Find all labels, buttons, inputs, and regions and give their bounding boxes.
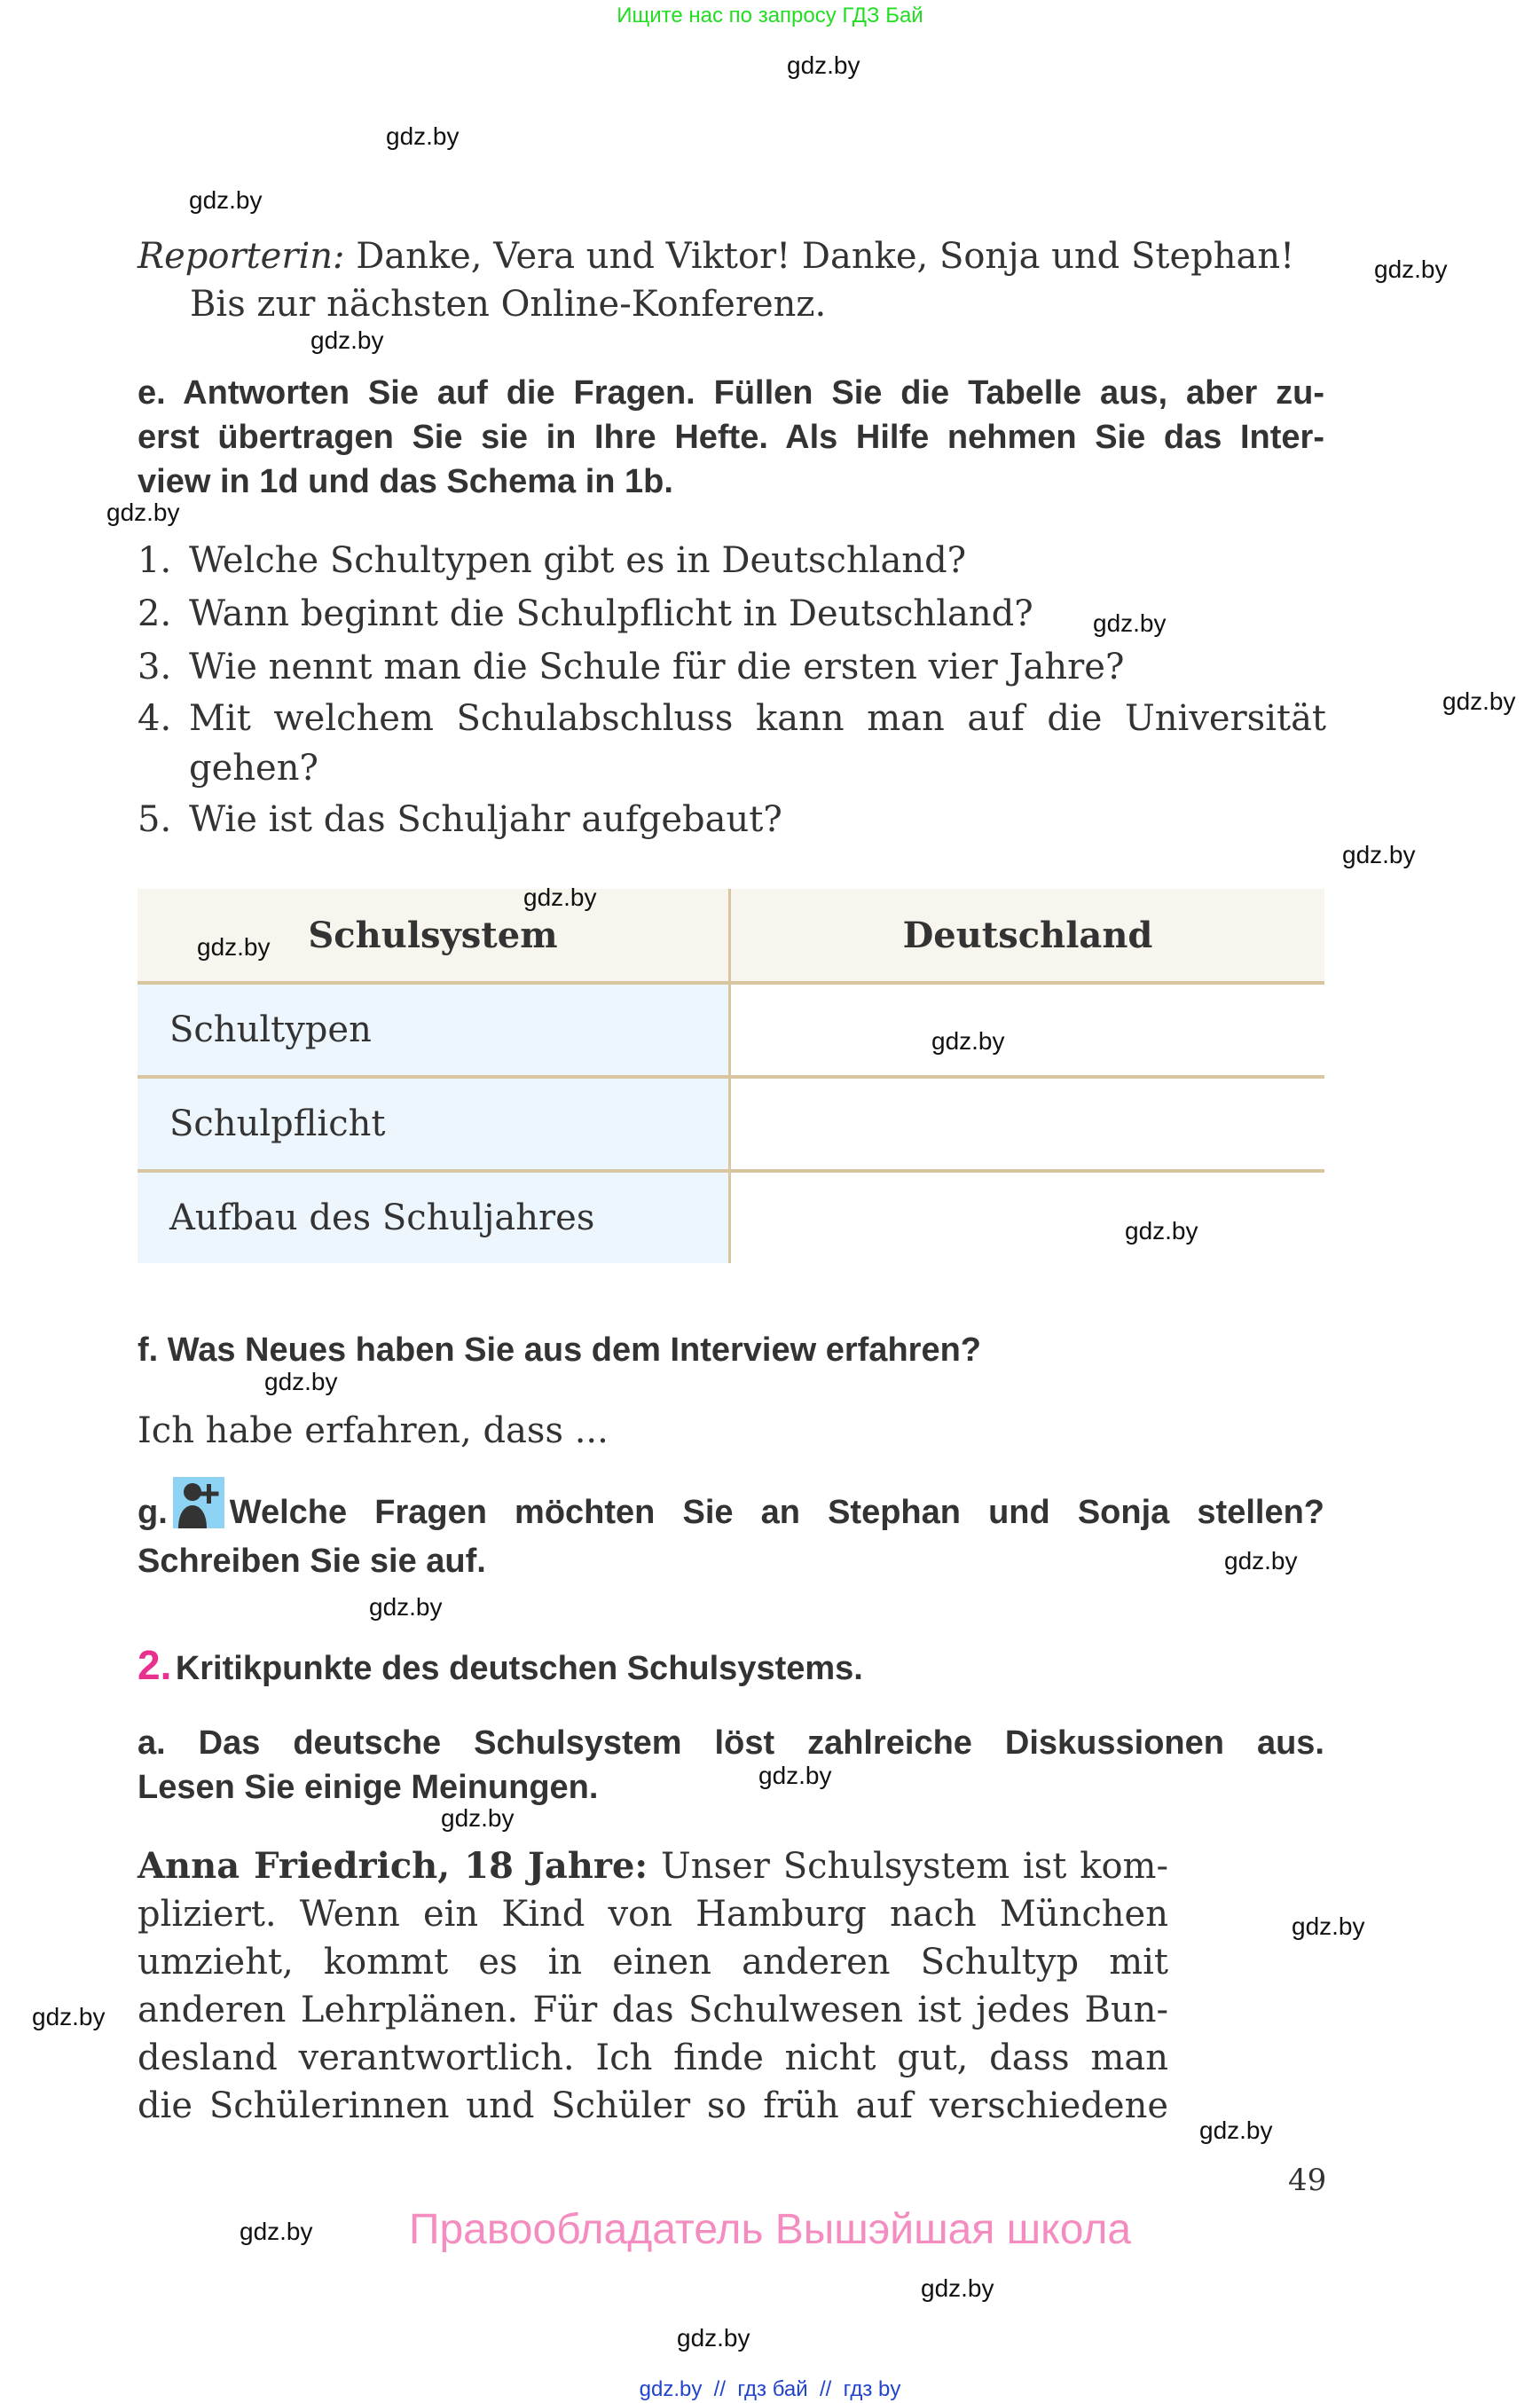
watermark: gdz.by (310, 326, 384, 354)
opinion-anna (138, 1842, 1168, 2130)
watermark: gdz.by (758, 1762, 832, 1789)
opinion-line: desland verantwortlich. Ich finde nicht gut, dass man (138, 2038, 1168, 2078)
question-text: Mit welchem Schulabschluss kann man auf die Universität (189, 698, 1326, 739)
watermark: gdz.by (931, 1027, 1005, 1055)
question-number: 5. (138, 799, 172, 840)
task-a-line: a. Das deutsche Schulsystem löst zahlreiche Diskussionen aus. (138, 1724, 1324, 1762)
question-item (138, 587, 1326, 640)
question-text: Welche Schultypen gibt es in Deutschland? (189, 540, 967, 581)
task-a-line: Lesen Sie einige Meinungen. (138, 1769, 599, 1806)
opinion-line: pliziert. Wenn ein Kind von Hamburg nach München (138, 1894, 1168, 1935)
opinion-line (138, 1842, 1168, 1890)
question-text: gehen? (189, 748, 318, 789)
table-cell-label: Schulpflicht (138, 1077, 730, 1171)
exercise-title: Kritikpunkte des deutschen Schulsystems. (175, 1650, 863, 1687)
question-list (138, 534, 1326, 846)
task-e-line: e. Antworten Sie auf die Fragen. Füllen Sie die Tabelle aus, aber zu- (138, 374, 1324, 412)
watermark: gdz.by (386, 122, 460, 150)
task-e-heading (138, 371, 1324, 504)
question-number: 3. (138, 647, 172, 687)
speaker-label: Reporterin: (138, 236, 345, 277)
table-header-row (138, 889, 1324, 983)
table-row (138, 983, 1324, 1077)
question-number: 1. (138, 540, 172, 581)
page-number: 49 (1288, 2163, 1327, 2198)
table-cell-answer (730, 983, 1325, 1077)
copyright-notice: Правообладатель Вышэйшая школа (408, 2206, 1132, 2253)
closing-line-2: Bis zur nächsten Online-Konferenz. (190, 284, 827, 325)
watermark: gdz.by (441, 1804, 515, 1832)
question-item (138, 793, 1326, 846)
question-text: Wie nennt man die Schule für die ersten vier Jahre? (189, 647, 1125, 687)
question-item (138, 534, 1326, 587)
question-indent (138, 743, 189, 793)
watermark: gdz.by (523, 883, 597, 911)
table-header-schulsystem: Schulsystem (138, 889, 730, 983)
watermark: gdz.by (240, 2218, 313, 2245)
watermark: gdz.by (1342, 841, 1416, 868)
task-g-text: Welche Fragen möchten Sie an Stephan und Sonja stellen? (229, 1494, 1324, 1531)
question-number: 4. (138, 698, 172, 739)
task-f-heading: f. Was Neues haben Sie aus dem Interview erfahren? (138, 1331, 982, 1369)
closing-text: Danke, Vera und Viktor! Danke, Sonja und Stephan! (344, 236, 1295, 277)
footer-links[interactable]: gdz.by // гдз бай // гдз by (639, 2377, 901, 2401)
table-cell-answer (730, 1077, 1325, 1171)
watermark: gdz.by (264, 1368, 338, 1395)
watermark: gdz.by (32, 2003, 106, 2030)
closing-line-1 (138, 232, 1294, 280)
task-e-line: erst übertragen Sie sie in Ihre Hefte. Als Hilfe nehmen Sie das Inter- (138, 419, 1324, 456)
watermark: gdz.by (1125, 1217, 1198, 1245)
question-number: 2. (138, 593, 172, 634)
task-g-line (138, 1477, 1324, 1539)
watermark: gdz.by (677, 2324, 750, 2352)
table-cell-label: Schultypen (138, 983, 730, 1077)
watermark: gdz.by (369, 1593, 443, 1621)
question-item (138, 694, 1326, 743)
opinion-line: die Schülerinnen und Schüler so früh auf verschiedene (138, 2085, 1168, 2126)
watermark: gdz.by (1199, 2116, 1273, 2144)
watermark: gdz.by (197, 933, 271, 961)
table-cell-answer (730, 1171, 1325, 1263)
add-person-icon (173, 1477, 224, 1528)
watermark: gdz.by (1224, 1547, 1298, 1575)
exercise-2-title (138, 1641, 863, 1691)
question-item (138, 640, 1326, 694)
watermark: gdz.by (921, 2274, 994, 2302)
search-banner: Ищите нас по запросу ГДЗ Бай (617, 4, 923, 27)
watermark: gdz.by (1442, 687, 1516, 715)
task-e-line: view in 1d und das Schema in 1b. (138, 463, 673, 500)
question-text: Wann beginnt die Schulpflicht in Deutschland? (189, 593, 1033, 634)
question-text: Wie ist das Schuljahr aufgebaut? (189, 799, 782, 840)
table-cell-label: Aufbau des Schuljahres (138, 1171, 730, 1263)
opinion-author: Anna Friedrich, 18 Jahre: (138, 1845, 648, 1887)
exercise-number: 2. (138, 1642, 172, 1688)
watermark: gdz.by (189, 186, 263, 214)
watermark: gdz.by (1374, 255, 1448, 283)
school-system-table (138, 889, 1324, 1263)
task-f-prompt: Ich habe erfahren, dass ... (138, 1410, 609, 1451)
opinion-text: Unser Schulsystem ist kom- (648, 1846, 1169, 1887)
question-item-continued (138, 743, 1326, 793)
task-g-label: g. (138, 1494, 168, 1531)
watermark: gdz.by (1292, 1912, 1365, 1940)
watermark: gdz.by (787, 51, 860, 79)
watermark: gdz.by (1093, 609, 1167, 637)
task-g-heading (138, 1477, 1324, 1583)
task-a-heading (138, 1721, 1324, 1810)
opinion-line: umzieht, kommt es in einen anderen Schultyp mit (138, 1942, 1168, 1983)
watermark: gdz.by (106, 499, 180, 526)
table-row (138, 1077, 1324, 1171)
table-header-deutschland: Deutschland (730, 889, 1325, 983)
opinion-line: anderen Lehrplänen. Für das Schulwesen ist jedes Bun- (138, 1990, 1168, 2030)
task-g-line: Schreiben Sie sie auf. (138, 1543, 486, 1580)
